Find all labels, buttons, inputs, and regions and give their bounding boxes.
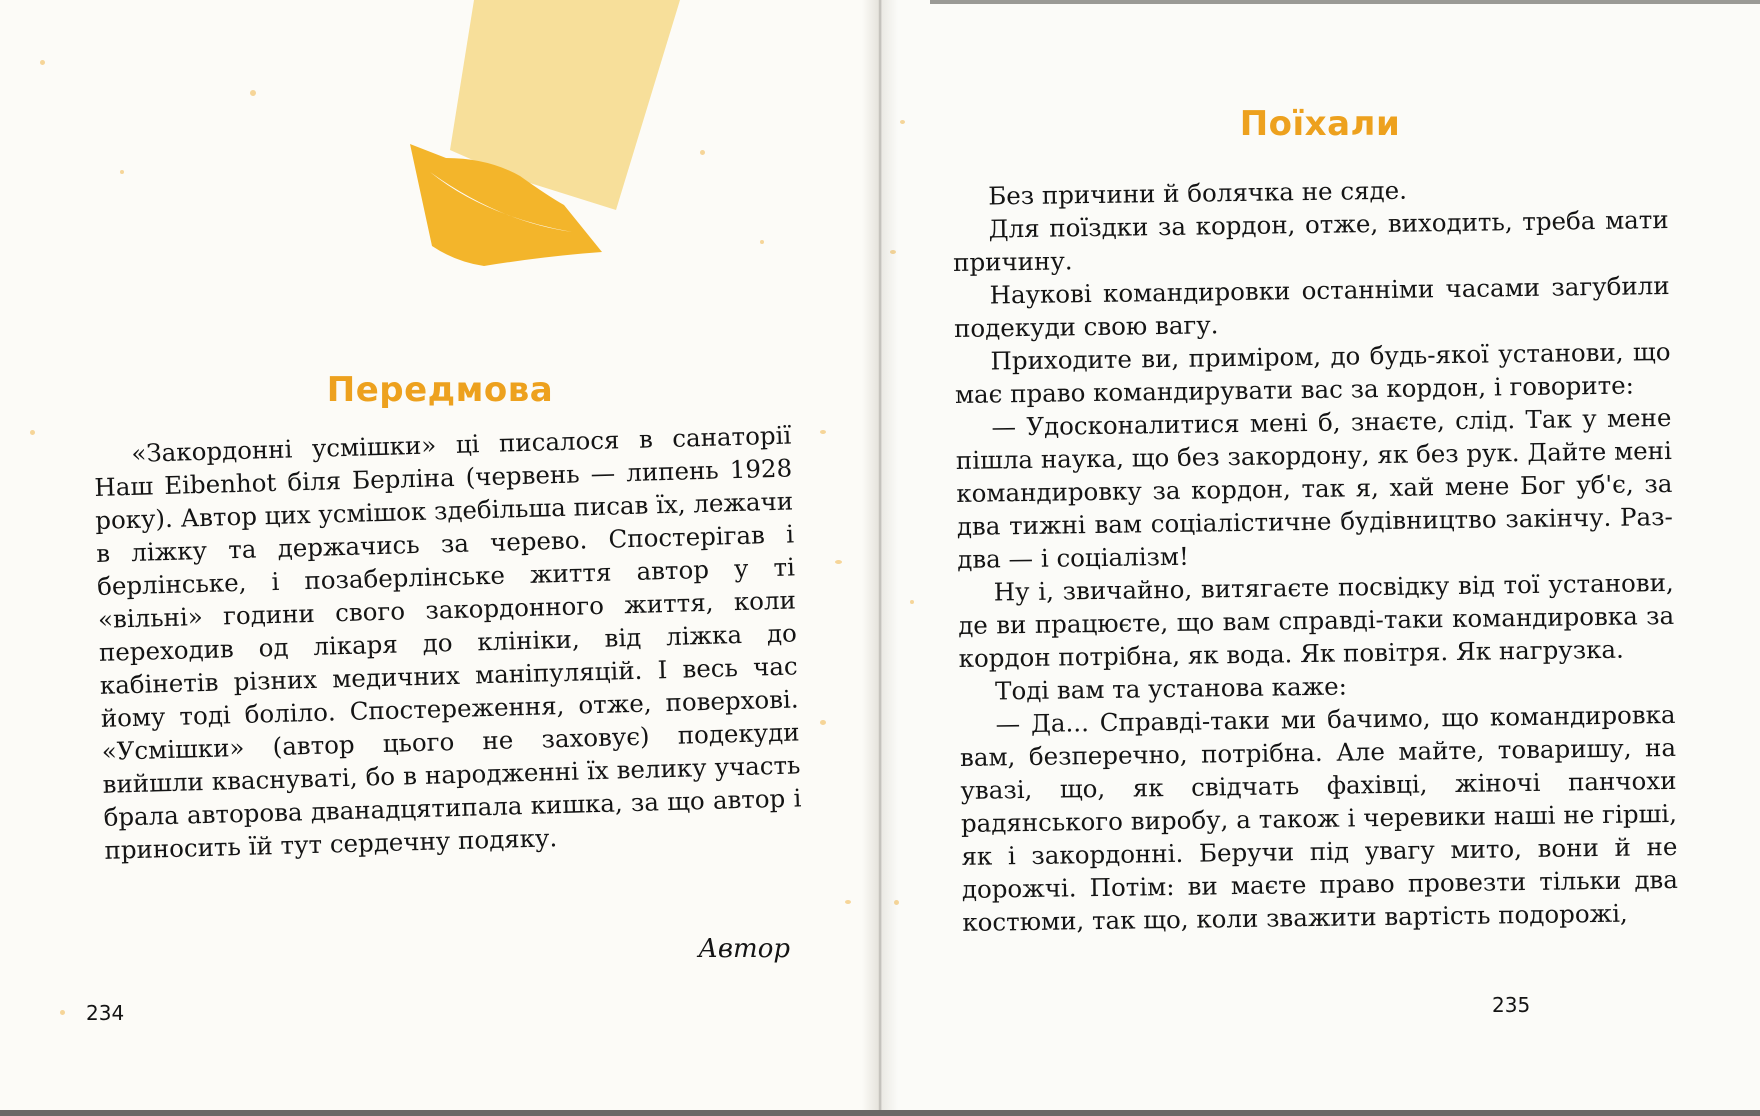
lips-illustration-icon bbox=[396, 0, 696, 280]
chapter-paragraph: Приходите ви, приміром, до будь-якої установи, що має право командирувати вас за кордон, і говорите: bbox=[954, 336, 1671, 409]
preface-paragraph: «Закордонні усмішки» ці писалося в санаторії Наш Eibenhot біля Берліна (червень — липень 1928 року). Автор цих усмішок здебільша писав їх, лежачи в ліжку та держачись за черево. Спостерігав і берлінське, і позаберлінське життя автор у ті «вільні» години свого закордонного життя, коли переходив од лікаря до клініки, від ліжка до кабінетів різних медичних маніпуляцій. І весь час йому тоді боліло. Спостереження, отже, поверхові. «Усмішки» (автор цього не заховує) подекуди вийшли кваснуваті, бо в народженні їх велику участь брала авторова дванадцятипала кишка, за що автор і приносить їй тут сердечну подяку. bbox=[93, 420, 802, 865]
page-bottom-edge bbox=[0, 1110, 1760, 1116]
chapter-paragraph: Ну і, звичайно, витягаєте посвідку від тої установи, де ви працюєте, що вам справді-таки командировка за кордон потрібна, як вода. Як повітря. Як нагрузка. bbox=[958, 567, 1675, 673]
chapter-paragraph: Для поїздки за кордон, отже, виходить, треба мати причину. bbox=[952, 204, 1669, 277]
preface-heading: Передмова bbox=[326, 370, 554, 410]
chapter-paragraph: Наукові командировки останніми часами загубили подекуди свою вагу. bbox=[953, 270, 1670, 343]
chapter-heading: Поїхали bbox=[1239, 104, 1401, 144]
page-number-left: 234 bbox=[86, 1001, 125, 1025]
right-page bbox=[880, 0, 1760, 1116]
chapter-paragraph: Без причини й болячка не сяде. bbox=[988, 175, 1408, 211]
page-top-edge bbox=[930, 0, 1760, 4]
author-signature: Автор bbox=[698, 934, 790, 964]
chapter-text bbox=[952, 170, 1679, 939]
chapter-paragraph: Тоді вам та установа каже: bbox=[994, 671, 1348, 706]
chapter-paragraph: — Удосконалитися мені б, знаєте, слід. Так у мене пішла наука, що без закордону, як без рук. Дайте мені командировку за кордон, так я, хай мене Бог уб'є, за два тижні вам соціалістичне будівництво закінчу. Раз-два — і соціалізм! bbox=[955, 402, 1673, 574]
chapter-paragraph: — Да... Справді-таки ми бачимо, що командировка вам, безперечно, потрібна. Але майте, товаришу, на увазі, що, як свідчать фахівці, жіночі панчохи радянського виробу, а також і черевики наші не гірші, як і закордонні. Беручи під увагу мито, вони й не дорожчі. Потім: ви маєте право провезти тільки два костюми, так що, коли зважити вартість подорожі, bbox=[959, 699, 1679, 937]
preface-text bbox=[93, 419, 803, 867]
page-number-right: 235 bbox=[1492, 993, 1531, 1017]
book-gutter bbox=[862, 0, 898, 1116]
